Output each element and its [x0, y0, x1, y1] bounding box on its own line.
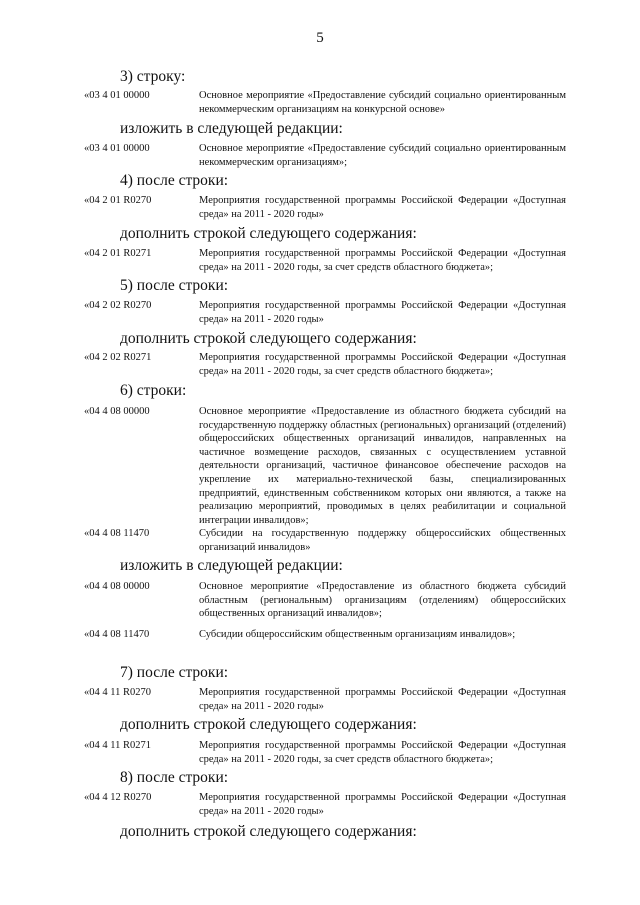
- row-text: Основное мероприятие «Предоставление из областного бюджета субсидий областным (региональным) организациям (отделениям) общероссийских общественных организаций инвалидов»;: [199, 581, 566, 620]
- row-text: Мероприятия государственной программы Российской Федерации «Доступная среда» на 2011 - 2020 годы, за счет средств областного бюджета»;: [199, 352, 566, 377]
- row-text: Мероприятия государственной программы Российской Федерации «Доступная среда» на 2011 - 2020 годы»: [199, 792, 566, 817]
- section-heading: дополнить строкой следующего содержания:: [120, 716, 417, 733]
- row-text: Субсидии на государственную поддержку общероссийских общественных организаций инвалидов»: [199, 528, 566, 553]
- row-code: «03 4 01 00000: [84, 90, 150, 101]
- row-code: «04 4 08 11470: [84, 528, 150, 539]
- row-code: «04 2 02 R0271: [84, 352, 152, 363]
- section-heading: дополнить строкой следующего содержания:: [120, 823, 417, 840]
- section-heading: 4) после строки:: [120, 172, 229, 189]
- row-code: «04 2 01 R0271: [84, 248, 152, 259]
- row-text: Мероприятия государственной программы Российской Федерации «Доступная среда» на 2011 - 2020 годы»: [199, 300, 566, 325]
- row-code: «04 4 08 00000: [84, 406, 150, 417]
- section-heading: дополнить строкой следующего содержания:: [120, 225, 417, 242]
- section-heading: 5) после строки:: [120, 277, 229, 294]
- row-code: «04 2 02 R0270: [84, 300, 152, 311]
- page-number: 5: [316, 30, 324, 46]
- row-text: Основное мероприятие «Предоставление субсидий социально ориентированным некоммерческим организациям на конкурсной основе»: [199, 90, 566, 115]
- row-text: Основное мероприятие «Предоставление из областного бюджета субсидий на государственную поддержку областных (региональных) организаций (отделений) общероссийских общественных организаций инвалидов, направленных на частичное возмещение расходов, связанных с осуществлением уставной деятельности организаций, частичное финансовое обеспечение расходов на укрепление их материально-технической базы, специализированных предприятий, единственным собственником которых они являются, а также на реализацию мероприятий, проводимых в целях реабилитации и социальной интеграции инвалидов»;: [199, 406, 566, 526]
- section-heading: 3) строку:: [120, 68, 186, 85]
- row-text: Основное мероприятие «Предоставление субсидий социально ориентированным некоммерческим организациям»;: [199, 143, 566, 168]
- row-text: Мероприятия государственной программы Российской Федерации «Доступная среда» на 2011 - 2020 годы»: [199, 195, 566, 220]
- row-code: «04 4 12 R0270: [84, 792, 152, 803]
- row-code: «04 2 01 R0270: [84, 195, 152, 206]
- section-heading: изложить в следующей редакции:: [120, 120, 343, 137]
- section-heading: 8) после строки:: [120, 769, 229, 786]
- row-text: Мероприятия государственной программы Российской Федерации «Доступная среда» на 2011 - 2020 годы»: [199, 687, 566, 712]
- row-code: «03 4 01 00000: [84, 143, 150, 154]
- row-code: «04 4 08 11470: [84, 629, 150, 640]
- section-heading: 7) после строки:: [120, 664, 229, 681]
- section-heading: 6) строки:: [120, 382, 187, 399]
- row-text: Мероприятия государственной программы Российской Федерации «Доступная среда» на 2011 - 2020 годы, за счет средств областного бюджета»;: [199, 740, 566, 765]
- row-code: «04 4 08 00000: [84, 581, 150, 592]
- row-code: «04 4 11 R0270: [84, 687, 151, 698]
- section-heading: изложить в следующей редакции:: [120, 557, 343, 574]
- row-code: «04 4 11 R0271: [84, 740, 151, 751]
- row-text: Субсидии общероссийским общественным организациям инвалидов»;: [199, 629, 516, 640]
- row-text: Мероприятия государственной программы Российской Федерации «Доступная среда» на 2011 - 2020 годы, за счет средств областного бюджета»;: [199, 248, 566, 273]
- section-heading: дополнить строкой следующего содержания:: [120, 330, 417, 347]
